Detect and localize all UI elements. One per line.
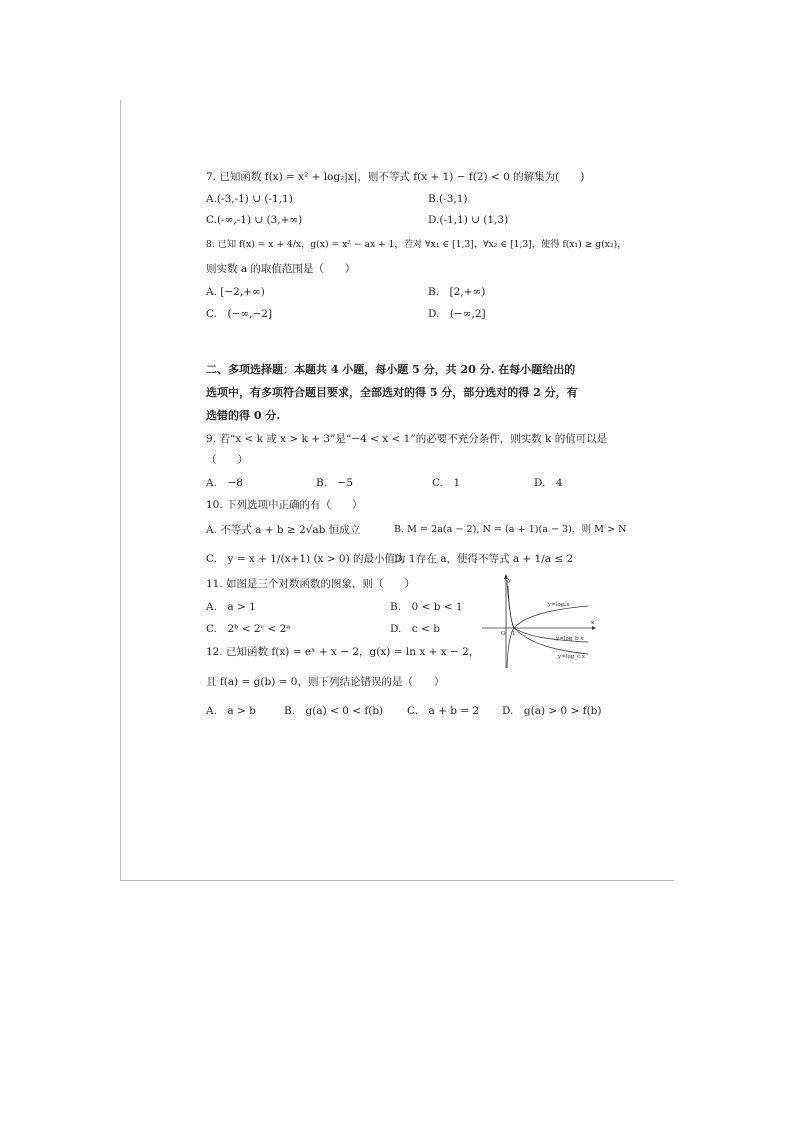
graph-svg	[478, 572, 598, 670]
q8-option-c: C. (−∞,−2]	[206, 308, 273, 320]
q12-option-b: B. g(a) < 0 < f(b)	[284, 705, 384, 717]
graph-curve-a-label: y=logₐx	[548, 602, 570, 608]
q8-option-b: B. [2,+∞)	[428, 286, 486, 298]
q9-stem-2: （ ）	[206, 454, 248, 466]
graph-curve-b-label: y=log_b x	[556, 636, 584, 642]
q7-stem: 7. 已知函数 f(x) = x² + log₂|x|，则不等式 f(x + 1) − f(2) < 0 的解集为( )	[206, 171, 585, 183]
q8-option-a: A. [−2,+∞)	[206, 286, 265, 298]
section2-line-1: 二、多项选择题：本题共 4 小题，每小题 5 分，共 20 分. 在每小题给出的	[206, 363, 576, 376]
q10-option-d: D. 存在 a，使得不等式 a + 1/a ≤ 2	[394, 553, 574, 565]
q9-stem: 9. 若“x < k 或 x > k + 3”是“−4 < x < 1”的必要不充分条件，则实数 k 的值可以是	[206, 433, 608, 445]
page-left-border	[120, 100, 121, 880]
q9-option-d: D. 4	[534, 477, 563, 489]
q7-option-d: D.(-1,1) ∪ (1,3)	[428, 214, 509, 226]
q8-option-d: D. (−∞,2]	[428, 308, 486, 320]
graph-y-label: y	[508, 578, 512, 584]
q12-stem-2: 且 f(a) = g(b) = 0，则下列结论错误的是（ ）	[206, 676, 445, 688]
q11-option-a: A. a > 1	[206, 601, 256, 613]
page-bottom-border	[120, 880, 674, 881]
log-functions-graph	[478, 572, 598, 670]
q9-option-a: A. −8	[206, 477, 243, 489]
q8-stem: 8. 已知 f(x) = x + 4/x，g(x) = x² − ax + 1，若对 ∀x₁ ∈ [1,3]，∀x₂ ∈ [1,3]，使得 f(x₁) ≥ g(x₂)，	[206, 239, 627, 250]
q12-option-c: C. a + b = 2	[407, 705, 480, 717]
q7-option-c: C.(-∞,-1) ∪ (3,+∞)	[206, 214, 303, 226]
graph-curve-c-label: y=log_c x	[558, 654, 585, 660]
q7-option-a: A.(-3,-1) ∪ (-1,1)	[206, 193, 293, 205]
q11-option-d: D. c < b	[390, 623, 440, 635]
graph-x-label: x	[591, 620, 595, 626]
q9-option-c: C. 1	[432, 477, 461, 489]
q10-option-b: B. M = 2a(a − 2), N = (a + 1)(a − 3)，则 M > N	[394, 524, 627, 535]
q9-option-b: B. −5	[316, 477, 354, 489]
q11-option-b: B. 0 < b < 1	[390, 601, 463, 613]
q12-option-d: D. g(a) > 0 > f(b)	[502, 705, 602, 717]
q10-option-c: C. y = x + 1/(x+1) (x > 0) 的最小值为 1	[206, 553, 416, 565]
graph-one-label: 1	[512, 631, 516, 637]
graph-origin-label: O	[501, 631, 506, 637]
x-axis-arrow	[592, 626, 596, 630]
q8-stem-2: 则实数 a 的取值范围是（ ）	[206, 263, 356, 275]
q7-option-b: B.(-3,1)	[428, 193, 468, 205]
q12-option-a: A. a > b	[206, 705, 256, 717]
q10-option-a: A. 不等式 a + b ≥ 2√ab 恒成立	[206, 524, 361, 536]
q12-stem: 12. 已知函数 f(x) = eˣ + x − 2，g(x) = ln x + x − 2，	[206, 646, 480, 658]
q11-option-c: C. 2ᵇ < 2ᶜ < 2ᵃ	[206, 623, 291, 635]
q11-stem: 11. 如图是三个对数函数的图象，则（ ）	[206, 578, 416, 590]
q10-stem: 10. 下列选项中正确的有（ ）	[206, 499, 363, 511]
section2-line-3: 选错的得 0 分.	[206, 409, 281, 422]
section2-line-2: 选项中，有多项符合题目要求，全部选对的得 5 分，部分选对的得 2 分，有	[206, 386, 578, 399]
curve-log-c	[508, 586, 588, 654]
